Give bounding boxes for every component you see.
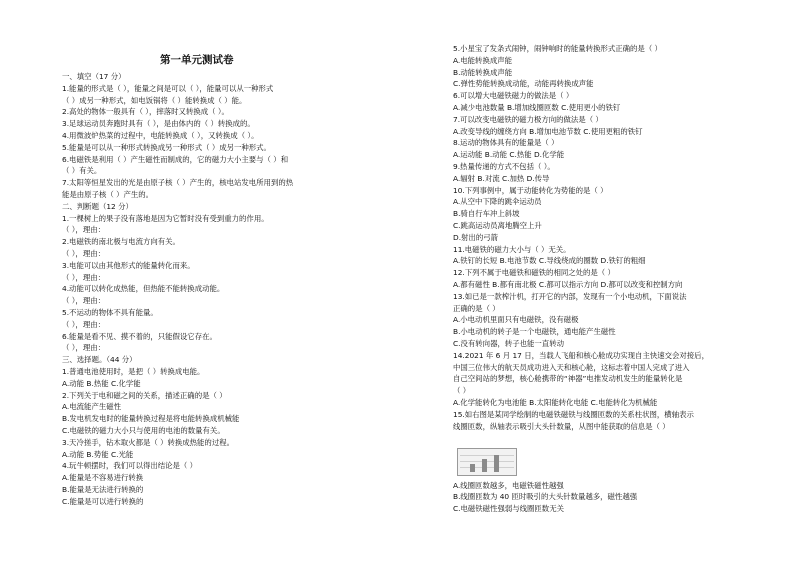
text-line: 11.电磁铁的磁力大小与（ ）无关。 — [453, 244, 571, 254]
text-line: 能是由原子核（ ）产生的。 — [62, 190, 154, 199]
text-line: 3.电能可以由其他形式的能量转化而来。 — [62, 260, 195, 270]
text-line: B.能量是无法进行转换的 — [62, 485, 144, 494]
text-line: 一、填空（17 分） — [62, 72, 126, 81]
text-line: （ ），理由： — [62, 272, 105, 282]
page-title: 第一单元测试卷 — [160, 54, 234, 66]
text-line: 2.高处的物体一般具有（ ），摔落时又转换成（ ）。 — [62, 107, 229, 117]
text-line: A.运动能 B.动能 C.热能 D.化学能 — [453, 150, 565, 160]
text-line: 三、选择题。（44 分） — [62, 355, 137, 365]
text-line: A.电能转换成声能 — [453, 55, 513, 65]
text-line: 15.如右图是某同学绘制的电磁铁磁铁与线圈匝数的关系柱状图，横轴表示 — [453, 409, 694, 419]
text-line: 10.下列事例中，属于动能转化为势能的是（ ） — [453, 185, 608, 195]
text-line: 6.能量是看不见、摸不着的，只能假设它存在。 — [62, 331, 217, 341]
text-line: B.小电动机的转子是一个电磁铁，通电能产生磁性 — [453, 327, 616, 337]
text-line: （ ），理由： — [62, 343, 105, 353]
text-line: 正确的是（ ） — [453, 303, 500, 313]
text-line: 线圈匝数，纵轴表示吸引大头针数量，从图中能获取的信息是（ ） — [453, 421, 670, 431]
text-line: A.铁钉的长短 B.电池节数 C.导线绕成的圈数 D.铁钉的粗细 — [453, 256, 646, 266]
text-line: A.都有磁性 B.都有南北极 C.都可以指示方向 D.都可以改变和控制方向 — [453, 280, 683, 289]
text-line: 5.能量是可以从一种形式转换成另一种形式（ ）成另一种形式。 — [62, 142, 271, 152]
text-line: C.能量是可以进行转换的 — [62, 496, 144, 506]
text-line: 6.电磁铁是利用（ ）产生磁性而制成的，它的磁力大小主要与（ ）和 — [62, 154, 289, 164]
text-line: 3.天冷搓手，钻木取火都是（ ）转换成热能的过程。 — [62, 437, 234, 447]
text-line: 7.可以改变电磁铁的磁力极方向的做法是（ ） — [453, 114, 603, 124]
text-line: （ ），理由： — [62, 319, 105, 329]
text-line: （ ），理由： — [62, 225, 105, 235]
text-line: B.骑自行车冲上斜坡 — [453, 209, 520, 219]
text-line: 5.不运动的物体不具有能量。 — [62, 308, 158, 317]
text-line: 4.玩牛顿摆时，我们可以得出结论是（ ） — [62, 461, 198, 471]
text-line: A.电流能产生磁性 — [62, 402, 122, 412]
text-line: A.从空中下降的跳伞运动员 — [453, 197, 542, 207]
text-line: 6.可以增大电磁铁磁力的做法是（ ） — [453, 91, 574, 101]
text-line: 中国三位伟大的航天员成功进入天和核心舱，这标志着中国人完成了进入 — [453, 362, 690, 372]
text-line: C.跳高运动员离地腾空上升 — [453, 221, 542, 230]
text-line: 2.下列关于电和磁之间的关系，描述正确的是（ ） — [62, 390, 227, 400]
text-line: （ ），理由： — [62, 296, 105, 306]
text-line: 4.动能可以转化成热能，但热能不能转换成动能。 — [62, 284, 225, 294]
text-line: A.改变导线的缠绕方向 B.增加电池节数 C.使用更粗的铁钉 — [453, 126, 643, 136]
text-line: B.发电机发电时的能量转换过程是将电能转换成机械能 — [62, 414, 240, 424]
text-line: C.没有转向器，转子也能一直转动 — [453, 339, 564, 348]
text-line: 8.运动的物体具有的能量是（ ） — [453, 138, 559, 148]
text-line: （ ） — [453, 386, 471, 396]
chart-bar — [470, 464, 475, 472]
text-line: 1.普通电池使用时，是把（ ）转换成电能。 — [62, 367, 205, 376]
text-line: A.动能 B.热能 C.化学能 — [62, 378, 141, 388]
text-line: A.减少电池数量 B.增加线圈匝数 C.使用更小的铁钉 — [453, 103, 621, 112]
text-line: 4.用微波炉热菜的过程中，电能转换成（ ），又转换成（ ）。 — [62, 131, 259, 140]
text-line: A.辐射 B.对流 C.加热 D.传导 — [453, 173, 550, 183]
text-line: 12.下列不属于电磁铁和磁铁的相同之处的是（ ） — [453, 268, 615, 278]
bar-chart-figure — [457, 448, 517, 476]
text-line: （ ），理由： — [62, 249, 105, 258]
text-line: 13.如已是一款榨汁机，打开它的内部，发现有一个小电动机，下面说法 — [453, 291, 687, 301]
text-line: C.电磁铁的磁力大小只与使用的电池的数量有关。 — [62, 426, 225, 435]
text-line: 1.一棵树上的果子没有落地是因为它暂时没有受到重力的作用。 — [62, 213, 269, 223]
text-line: 2.电磁铁的南北极与电流方向有关。 — [62, 237, 180, 247]
text-line: （ ）有关。 — [62, 166, 102, 176]
chart-bar — [494, 455, 499, 472]
text-line: A.能量是不容易进行转换 — [62, 473, 144, 483]
text-line: 14.2021 年 6 月 17 日，当载人飞船和核心舱成功实现自主快速交会对接后， — [453, 350, 709, 360]
chart-bar — [482, 459, 487, 472]
text-line: C.电磁铁磁性强弱与线圈匝数无关 — [453, 504, 564, 514]
text-line: A.小电动机里面只有电磁铁，没有磁极 — [453, 315, 579, 325]
text-line: A.线圈匝数越多，电磁铁磁性越强 — [453, 480, 564, 490]
text-line: A.动能 B.势能 C.光能 — [62, 449, 134, 459]
text-line: B.动能转换成声能 — [453, 67, 513, 77]
text-line: （ ）成另一种形式，如电饭锅将（ ）能转换成（ ）能。 — [62, 95, 247, 105]
text-line: C.弹性势能转换成动能，动能再转换成声能 — [453, 79, 594, 89]
text-line: 3.足球运动员奔跑时具有（ ），是由体内的（ ）转换成的。 — [62, 119, 255, 129]
text-line: 5.小星宝了发条式闹钟，闹钟响时的能量转换形式正确的是（ ） — [453, 44, 662, 53]
text-line: 7.太阳等恒星发出的光是由原子核（ ）产生的，核电站发电所用到的热 — [62, 178, 294, 188]
text-line: 自己空间站的梦想，核心舱携带的“神器”电推发动机发生的能量转化是 — [453, 374, 683, 384]
text-line: B.线圈匝数为 40 匝时吸引的大头针数量越多，磁性越强 — [453, 492, 638, 502]
text-line: 二、判断题（12 分） — [62, 201, 133, 211]
text-line: A.化学能转化为电池能 B.太阳能转化电能 C.电能转化为机械能 — [453, 398, 658, 407]
text-line: D.射出的弓箭 — [453, 232, 498, 242]
text-line: 1.能量的形式是（ ），能量之间是可以（ ），能量可以从一种形式 — [62, 83, 274, 93]
text-line: 9.热量传递的方式不包括（ ）。 — [453, 162, 555, 171]
